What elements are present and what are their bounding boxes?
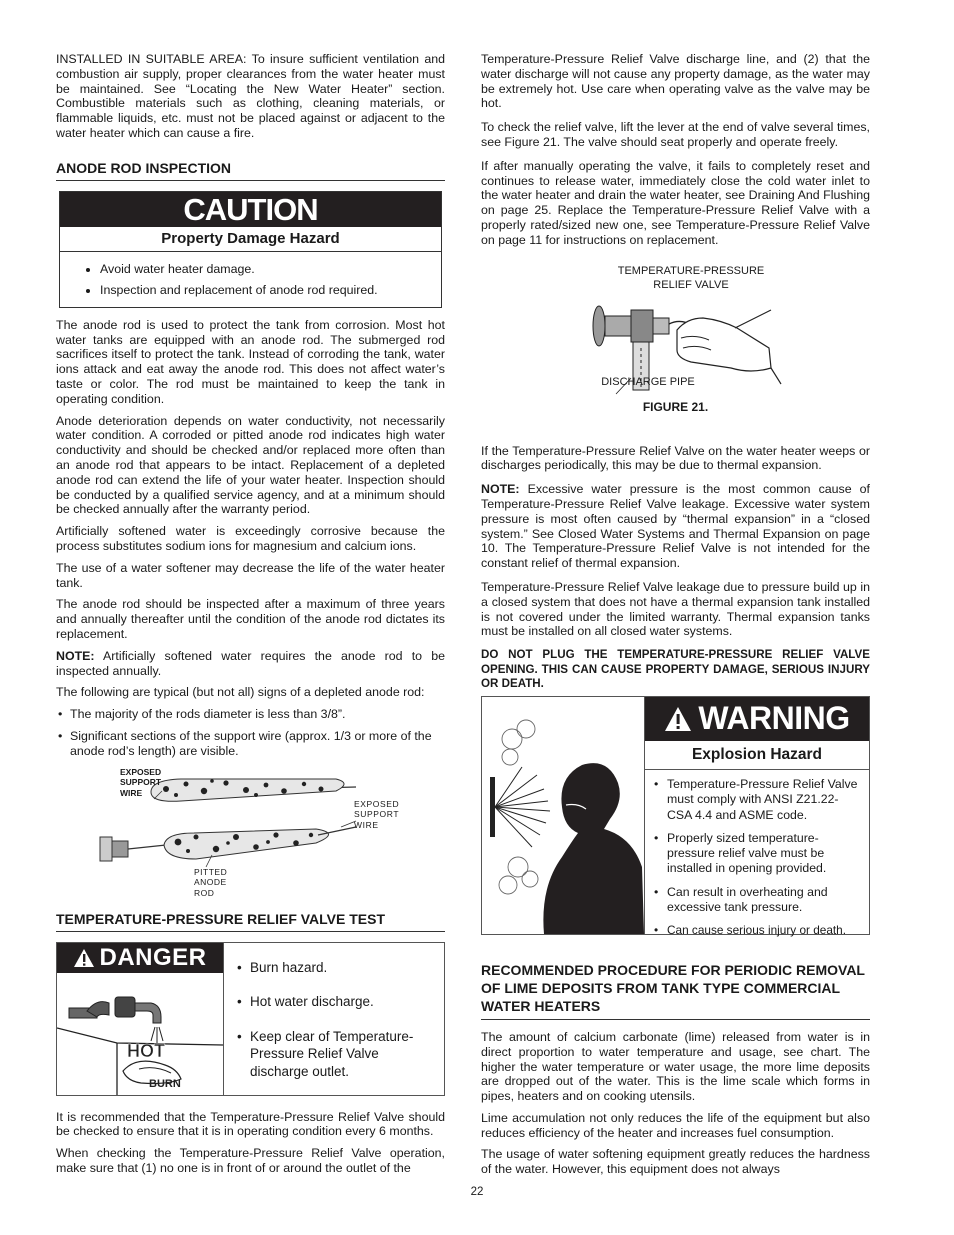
- paragraph: The amount of calcium carbonate (lime) released from water is in direct proportion to water temperature and usage, see chart. The higher the water temperature or water usage, the more lime deposits are dropped out of the water. This is the lime scale which forms in pipes, heaters and on cooking utensils.: [481, 1029, 870, 1104]
- list-item: • Can result in overheating and excessive tank pressure.: [653, 885, 863, 916]
- list-item: • Significant sections of the support wire (approx. 1/3 or more of the anode rod’s length) are visible.: [56, 729, 445, 759]
- paragraph: To check the relief valve, lift the lever at the end of valve several times, see Figure 21. The valve should seat properly and operate freely.: [481, 120, 870, 149]
- hot-label: HOT: [127, 1040, 165, 1061]
- list-item: • Burn hazard.: [236, 959, 434, 977]
- tpr-valve-illustration: [481, 288, 870, 418]
- left-column: [56, 52, 445, 1183]
- caps-warning: DO NOT PLUG THE TEMPERATURE-PRESSURE RELIEF VALVE OPENING. THIS CAN CAUSE PROPERTY DAMAGE, SERIOUS INJURY OR DEATH.: [481, 648, 870, 691]
- right-column: [481, 52, 870, 1184]
- paragraph: Anode deterioration depends on water conductivity, not necessarily water condition. A corroded or pitted anode rod indicates high water conductivity and should be checked and/or replaced more often than an anode rod that appears to be intact. Replacement of a depleted anode rod can extend the life of your water heater. Inspection should be conducted by a qualified service agency, and at a minimum should be checked annually after the warranty period.: [56, 413, 445, 517]
- paragraph: If the Temperature-Pressure Relief Valve on the water heater weeps or discharges periodically, this may be due to thermal expansion.: [481, 443, 870, 473]
- paragraph: The usage of water softening equipment greatly reduces the hardness of the water. However, this equipment does not always: [481, 1147, 870, 1177]
- tpr-test-heading: TEMPERATURE-PRESSURE RELIEF VALVE TEST: [56, 911, 445, 932]
- danger-list: [236, 959, 434, 1081]
- pitted-rod-label: PITTED ANODE ROD: [194, 866, 228, 898]
- danger-alert-icon: [73, 948, 95, 968]
- paragraph: The following are typical (but not all) signs of a depleted anode rod:: [56, 685, 425, 700]
- paragraph: Lime accumulation not only reduces the life of the equipment but also reduces efficiency of the heater and increases fuel consumption.: [481, 1110, 870, 1140]
- warning-box: [481, 696, 870, 938]
- caution-list: [60, 252, 441, 307]
- explosion-hazard-icon: [482, 697, 644, 934]
- paragraph: Temperature-Pressure Relief Valve discharge line, and (2) that the water discharge will not cause any property damage, as the water may be extremely hot. Use care when operating valve as the valve may be hot.: [481, 52, 870, 111]
- anode-rod-illustration: [56, 767, 445, 907]
- note-label: NOTE:: [481, 482, 520, 497]
- paragraph: When checking the Temperature-Pressure Relief Valve operation, make sure that (1) no one is in front of or around the outlet of the: [56, 1146, 445, 1175]
- paragraph: It is recommended that the Temperature-Pressure Relief Valve should be checked to ensure that it is in operating condition every 6 months.: [56, 1109, 445, 1139]
- danger-text: [224, 943, 444, 1095]
- paragraph: The anode rod should be inspected after a maximum of three years and annually thereafter until the condition of the anode rod dictates its replacement.: [56, 597, 445, 641]
- paragraph: The use of a water softener may decrease the life of the water heater tank.: [56, 560, 445, 590]
- burn-label: BURN: [149, 1077, 181, 1090]
- paragraph: Temperature-Pressure Relief Valve leakage due to pressure build up in a closed system that does not have a thermal expansion tank installed is not covered under the limited warranty. Thermal expansion tanks must be installed on all closed water systems.: [481, 579, 870, 639]
- list-item: • Properly sized temperature-pressure relief valve must be installed in opening provided.: [653, 831, 863, 877]
- list-item: • Inspection and replacement of anode rod required.: [100, 280, 441, 301]
- explosion-graphic: [482, 697, 645, 934]
- caution-box: [59, 191, 442, 308]
- anode-signs-list: [56, 707, 445, 758]
- intro-paragraph: INSTALLED IN SUITABLE AREA: To insure sufficient ventilation and combustion air supply, proper clearances from the water heater must be maintained. See “Locating the New Water Heater” section. Combustible materials such as clothing, cleaning materials, or flammable liquids, etc. must not be placed against or adjacent to the water heater which can cause a fire.: [56, 52, 445, 140]
- discharge-pipe-label: DISCHARGE PIPE: [601, 375, 695, 388]
- note-label: NOTE:: [56, 648, 95, 663]
- warning-title: WARNING: [698, 700, 850, 737]
- tpr-valve-label-line2: RELIEF VALVE: [653, 278, 729, 291]
- note-paragraph: [56, 649, 445, 679]
- list-item: • Temperature-Pressure Relief Valve must comply with ANSI Z21.22-CSA 4.4 and ASME code.: [653, 777, 863, 823]
- figure-21: [481, 262, 870, 436]
- list-item: • Hot water discharge.: [236, 993, 434, 1011]
- warning-banner: [645, 697, 869, 741]
- paragraph: Artificially softened water is exceedingly corrosive because the process substitutes sodium ions for magnesium and calcium ions.: [56, 524, 445, 553]
- exposed-wire-label-1: EXPOSED SUPPORT WIRE: [120, 766, 162, 798]
- tpr-valve-label-line1: TEMPERATURE-PRESSURE: [617, 264, 765, 277]
- note-text: Artificially softened water requires the anode rod to be inspected annually.: [56, 648, 445, 678]
- warning-text: [645, 697, 869, 938]
- figure-caption: FIGURE 21.: [642, 399, 709, 414]
- warning-subtitle: Explosion Hazard: [645, 741, 869, 770]
- list-item: • The majority of the rods diameter is less than 3/8”.: [56, 707, 445, 722]
- lime-removal-heading: RECOMMENDED PROCEDURE FOR PERIODIC REMOVAL OF LIME DEPOSITS FROM TANK TYPE COMMERCIAL WATER HEATERS: [481, 961, 870, 1020]
- list-item: • Can cause serious injury or death.: [653, 923, 863, 938]
- paragraph: If after manually operating the valve, it fails to completely reset and continues to release water, immediately close the cold water inlet to the water heater and drain the water heater, see Draining And Flushing on page 25. Replace the Temperature-Pressure Relief Valve with a properly rated/sized new one, see Temperature-Pressure Relief Valve on page 11 for instructions on replacement.: [481, 158, 870, 247]
- page-number: 22: [470, 1186, 484, 1198]
- warning-list: [645, 770, 869, 939]
- list-item: • Avoid water heater damage.: [100, 259, 441, 280]
- warning-alert-icon: [664, 706, 692, 732]
- anode-rod-heading: ANODE ROD INSPECTION: [56, 160, 445, 181]
- note-text: Excessive water pressure is the most common cause of Temperature-Pressure Relief Valve leakage. Excessive water system pressure is most often caused by “thermal expansion” in a “closed system.” See Closed Water Systems and Thermal Expansion on page 10. The Temperature-Pressure Relief Valve is not intended for the constant relief of thermal expansion.: [481, 482, 870, 571]
- exposed-wire-label-2: EXPOSED SUPPORT WIRE: [354, 798, 400, 830]
- paragraph: The anode rod is used to protect the tank from corrosion. Most hot water tanks are equipped with an anode rod. The submerged rod sacrifices itself to protect the tank. Instead of corroding the tank, water ions attack and eat away the anode rod. This does not affect water’s taste or color. The rod must be maintained to keep the tank in operating condition.: [56, 317, 445, 406]
- anode-rod-figure: [56, 767, 445, 907]
- danger-banner: [57, 943, 223, 973]
- note-paragraph: [481, 482, 870, 571]
- danger-graphic: [57, 943, 224, 1095]
- danger-title: DANGER: [99, 943, 207, 971]
- hot-water-burn-icon: [57, 973, 223, 1095]
- caution-title: CAUTION: [60, 192, 441, 227]
- danger-box: [56, 942, 445, 1096]
- list-item: • Keep clear of Temperature-Pressure Relief Valve discharge outlet.: [236, 1028, 434, 1081]
- caution-subtitle: Property Damage Hazard: [60, 227, 441, 252]
